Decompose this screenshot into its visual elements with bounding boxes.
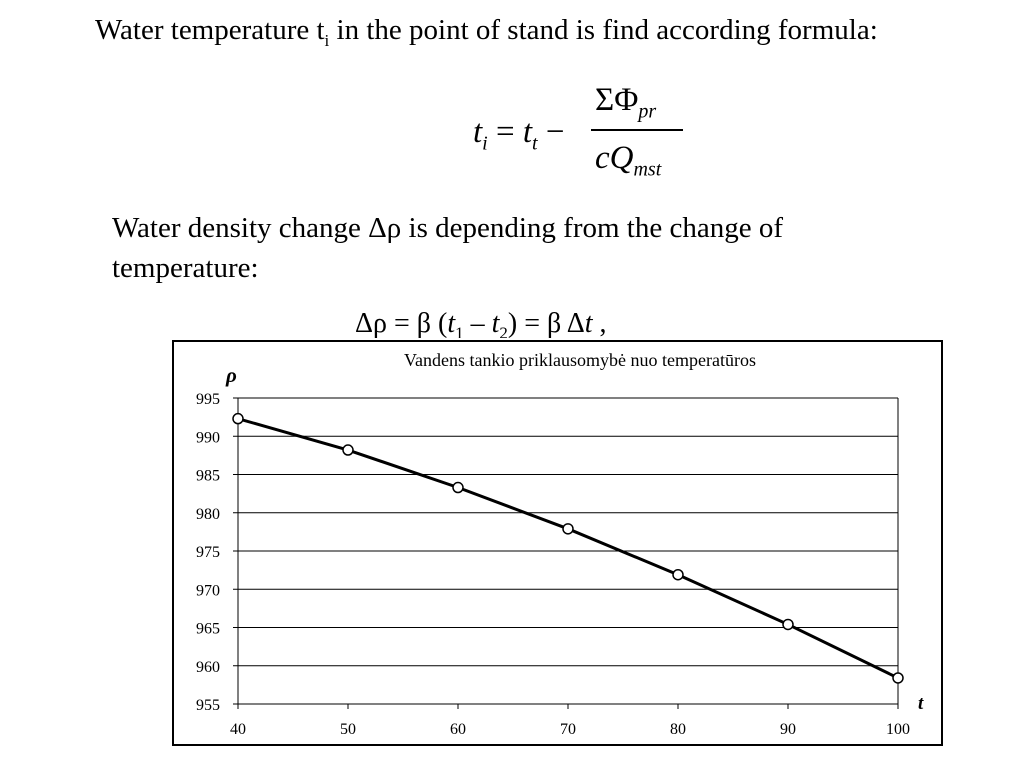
numerator-sub: pr xyxy=(638,100,657,123)
f2-t1-sub: 1 xyxy=(455,323,464,338)
intro-sentence xyxy=(95,14,878,51)
formula-t-sub: i xyxy=(482,132,488,155)
fraction-bar xyxy=(591,129,683,131)
x-tick-label: 100 xyxy=(886,721,910,738)
temperature-formula xyxy=(473,82,703,192)
data-point xyxy=(893,673,903,683)
formula-tt: t xyxy=(522,114,533,150)
y-tick-label: 980 xyxy=(196,505,220,523)
formula-numerator xyxy=(595,82,656,124)
y-tick-label: 955 xyxy=(196,697,220,714)
y-axis-label: ρ xyxy=(226,363,237,387)
formula-equals: = xyxy=(487,114,523,150)
formula-minus: − xyxy=(537,114,565,150)
intro-text-end: in the point of stand is find according formula: xyxy=(329,14,878,46)
x-tick-label: 40 xyxy=(230,721,246,738)
data-point xyxy=(563,524,573,534)
formula-denominator xyxy=(595,140,661,182)
x-tick-label: 70 xyxy=(560,721,576,738)
formula-tt-sub: t xyxy=(532,132,538,155)
y-tick-label: 960 xyxy=(196,658,220,676)
density-paragraph: Water density change Δρ is depending from the change of temperature: xyxy=(112,212,783,284)
x-tick-label: 50 xyxy=(340,721,356,738)
data-point xyxy=(233,414,243,424)
f2-t1: t xyxy=(447,308,456,338)
intro-subscript: i xyxy=(324,30,330,50)
y-tick-label: 995 xyxy=(196,391,220,408)
density-formula xyxy=(355,308,607,338)
intro-text-start: Water temperature t xyxy=(95,14,325,46)
denominator-sub: mst xyxy=(633,158,662,181)
x-tick-label: 60 xyxy=(450,721,466,738)
numerator-symbol: ΣΦ xyxy=(595,82,639,118)
data-point xyxy=(453,483,463,493)
data-point xyxy=(783,619,793,629)
y-tick-label: 970 xyxy=(196,582,220,600)
f2-delta-t: t xyxy=(584,308,593,338)
x-tick-label: 80 xyxy=(670,721,686,738)
y-tick-label: 985 xyxy=(196,467,220,485)
x-axis-label: t xyxy=(918,693,924,714)
data-point xyxy=(343,445,353,455)
f2-comma: , xyxy=(592,308,607,338)
f2-minus: – xyxy=(463,308,492,338)
f2-part-b: ) = β Δ xyxy=(507,308,585,338)
y-tick-label: 975 xyxy=(196,544,220,561)
y-tick-label: 990 xyxy=(196,429,220,447)
f2-part-a: Δρ = β ( xyxy=(355,308,448,338)
formula-t: t xyxy=(473,114,483,150)
x-tick-label: 90 xyxy=(780,721,796,738)
f2-t2-sub: 2 xyxy=(499,323,508,338)
density-chart xyxy=(172,340,943,746)
data-point xyxy=(673,570,683,580)
y-tick-label: 965 xyxy=(196,620,220,638)
series-line xyxy=(238,419,898,678)
chart-svg xyxy=(174,342,941,744)
f2-t2: t xyxy=(491,308,500,338)
chart-title: Vandens tankio priklausomybė nuo temperatūros xyxy=(404,350,756,370)
formula-lhs xyxy=(473,114,564,156)
denominator-symbol: cQ xyxy=(595,140,634,176)
